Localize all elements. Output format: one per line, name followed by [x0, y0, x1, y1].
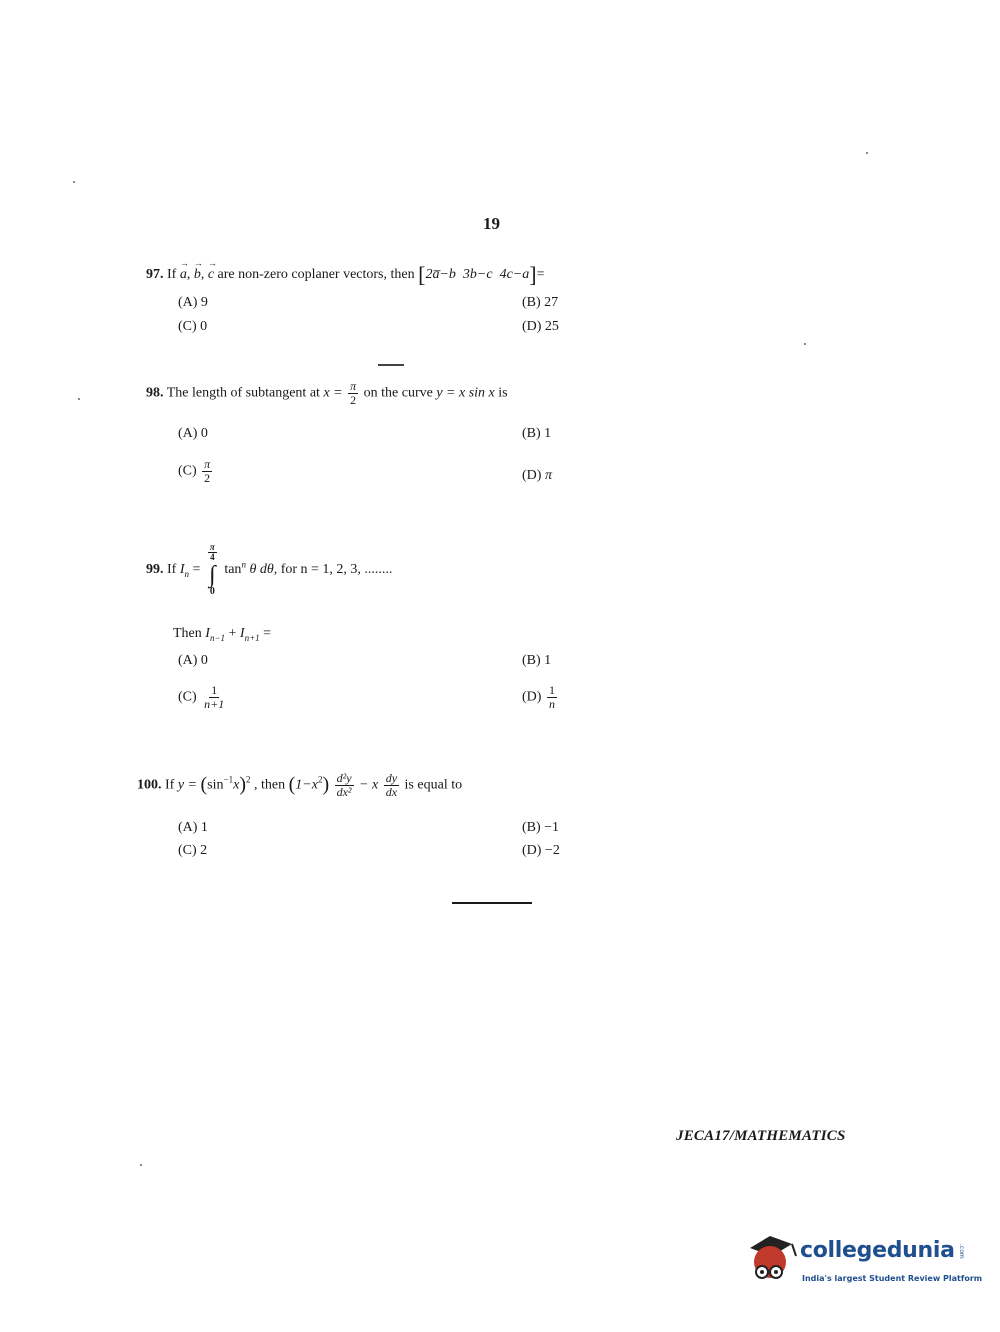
option-c: (C) 0: [178, 319, 208, 334]
question-text: is: [498, 385, 508, 401]
variable-expression: y =: [177, 777, 197, 793]
fraction: $\frac{\text{d²y}}{\text{dx²}}$: [336, 771, 352, 799]
option-b: (B) 1: [522, 426, 552, 441]
mascot-icon: [742, 1226, 802, 1290]
fraction: $\frac{\pi}{2}$: [204, 457, 211, 485]
term: I: [239, 626, 245, 641]
question-text: are non-zero coplaner vectors, then: [217, 267, 415, 283]
option-d: (D) 25: [522, 319, 559, 334]
expression-term: 2a̅−b: [425, 267, 456, 283]
scan-speck: [140, 1164, 142, 1166]
vector-a: → a: [180, 267, 187, 283]
function: sin: [207, 777, 224, 793]
variable: x: [233, 777, 240, 793]
equals-sign: =: [192, 562, 201, 578]
option-label: (C): [178, 689, 197, 705]
superscript: n: [241, 559, 246, 570]
term: I: [205, 626, 210, 641]
superscript: 2: [317, 774, 323, 785]
question-99: [146, 543, 392, 597]
integrand: tan: [224, 562, 242, 578]
question-text: If: [167, 562, 177, 578]
scan-speck: [78, 398, 80, 400]
option-label: (D): [522, 468, 542, 483]
vector-c: → c: [208, 267, 214, 283]
brand-suffix: .com: [958, 1244, 965, 1259]
brand-tagline: India's largest Student Review Platform: [802, 1274, 983, 1283]
superscript: −1: [223, 774, 234, 785]
option-b: (B) −1: [522, 820, 560, 835]
scan-speck: [866, 152, 868, 154]
scan-speck: [378, 364, 404, 366]
question-number: 100.: [137, 777, 162, 793]
brand-name: collegedunia: [800, 1238, 955, 1263]
question-text: , then: [253, 777, 286, 793]
question-97: 97. If → a, → b, → c are non-zero coplaner vectors, then [2a̅−b 3b−c 4c−a]=: [146, 262, 544, 288]
option-a: (A) 1: [178, 820, 208, 835]
vector-b: → b: [194, 267, 201, 283]
paper-code: JECA17/MATHEMATICS: [676, 1128, 846, 1144]
end-rule: [452, 902, 532, 904]
option-c: (C) 2: [178, 843, 208, 858]
scan-speck: [73, 181, 75, 183]
fraction: $\frac{dy}{dx}$: [385, 771, 398, 799]
question-98: [146, 380, 508, 406]
curve-equation: y = x sin x: [436, 385, 495, 401]
fraction: $\frac{1}{n}$: [548, 683, 555, 711]
option-c: [178, 684, 228, 710]
equals-sign: =: [263, 626, 272, 641]
option-label: (D): [522, 689, 542, 705]
subscript: n: [184, 568, 189, 579]
plus-sign: +: [228, 626, 237, 641]
scan-speck: [804, 343, 806, 345]
question-99-then: [173, 626, 271, 643]
superscript: 2: [245, 774, 251, 785]
option-a: (A) 9: [178, 295, 208, 310]
question-number: 99.: [146, 562, 164, 578]
option-b: (B) 1: [522, 653, 552, 668]
question-text: The length of subtangent at: [166, 385, 320, 401]
integral: $\frac{\pi}{4}$ ∫ 0: [209, 542, 216, 597]
question-text: is equal to: [404, 777, 463, 793]
fraction: $\frac{\pi}{2}$: [350, 379, 357, 407]
equals-sign: =: [536, 267, 545, 283]
question-number: 98.: [146, 385, 164, 401]
factor: 1−x: [295, 777, 318, 793]
option-d: [522, 468, 552, 484]
question-text: If: [167, 267, 177, 283]
question-text: on the curve: [363, 385, 433, 401]
integral-symbol-name: I: [179, 562, 185, 578]
subscript: n−1: [209, 632, 226, 643]
subscript: n+1: [244, 632, 260, 643]
option-c: [178, 458, 214, 484]
question-text: If: [165, 777, 175, 793]
option-a: (A) 0: [178, 426, 208, 441]
variable-expression: x =: [323, 385, 343, 401]
integrand: θ dθ,: [249, 562, 278, 578]
question-number: 97.: [146, 267, 164, 283]
option-label: (C): [178, 463, 197, 479]
option-value: π: [544, 468, 552, 483]
option-b: (B) 27: [522, 295, 559, 310]
expression-term: 4c−a: [499, 267, 530, 283]
term: − x: [359, 777, 379, 793]
option-a: (A) 0: [178, 653, 208, 668]
question-100: 100. If $y = (\sin^{-1}x)^2$ , then $(1-x^2)$ $\frac{\text{d²y}}{\text{dx²}}$ − x $\frac{dy}{dx}$ is equal to: [137, 771, 463, 799]
page-number: 19: [483, 214, 500, 233]
fraction: $\frac{1}{n+1}$: [204, 683, 225, 711]
option-d: [522, 684, 559, 710]
option-d: (D) −2: [522, 843, 560, 858]
question-text: for n = 1, 2, 3, ........: [280, 562, 393, 578]
expression-term: 3b−c: [462, 267, 493, 283]
question-text: Then: [173, 626, 202, 641]
